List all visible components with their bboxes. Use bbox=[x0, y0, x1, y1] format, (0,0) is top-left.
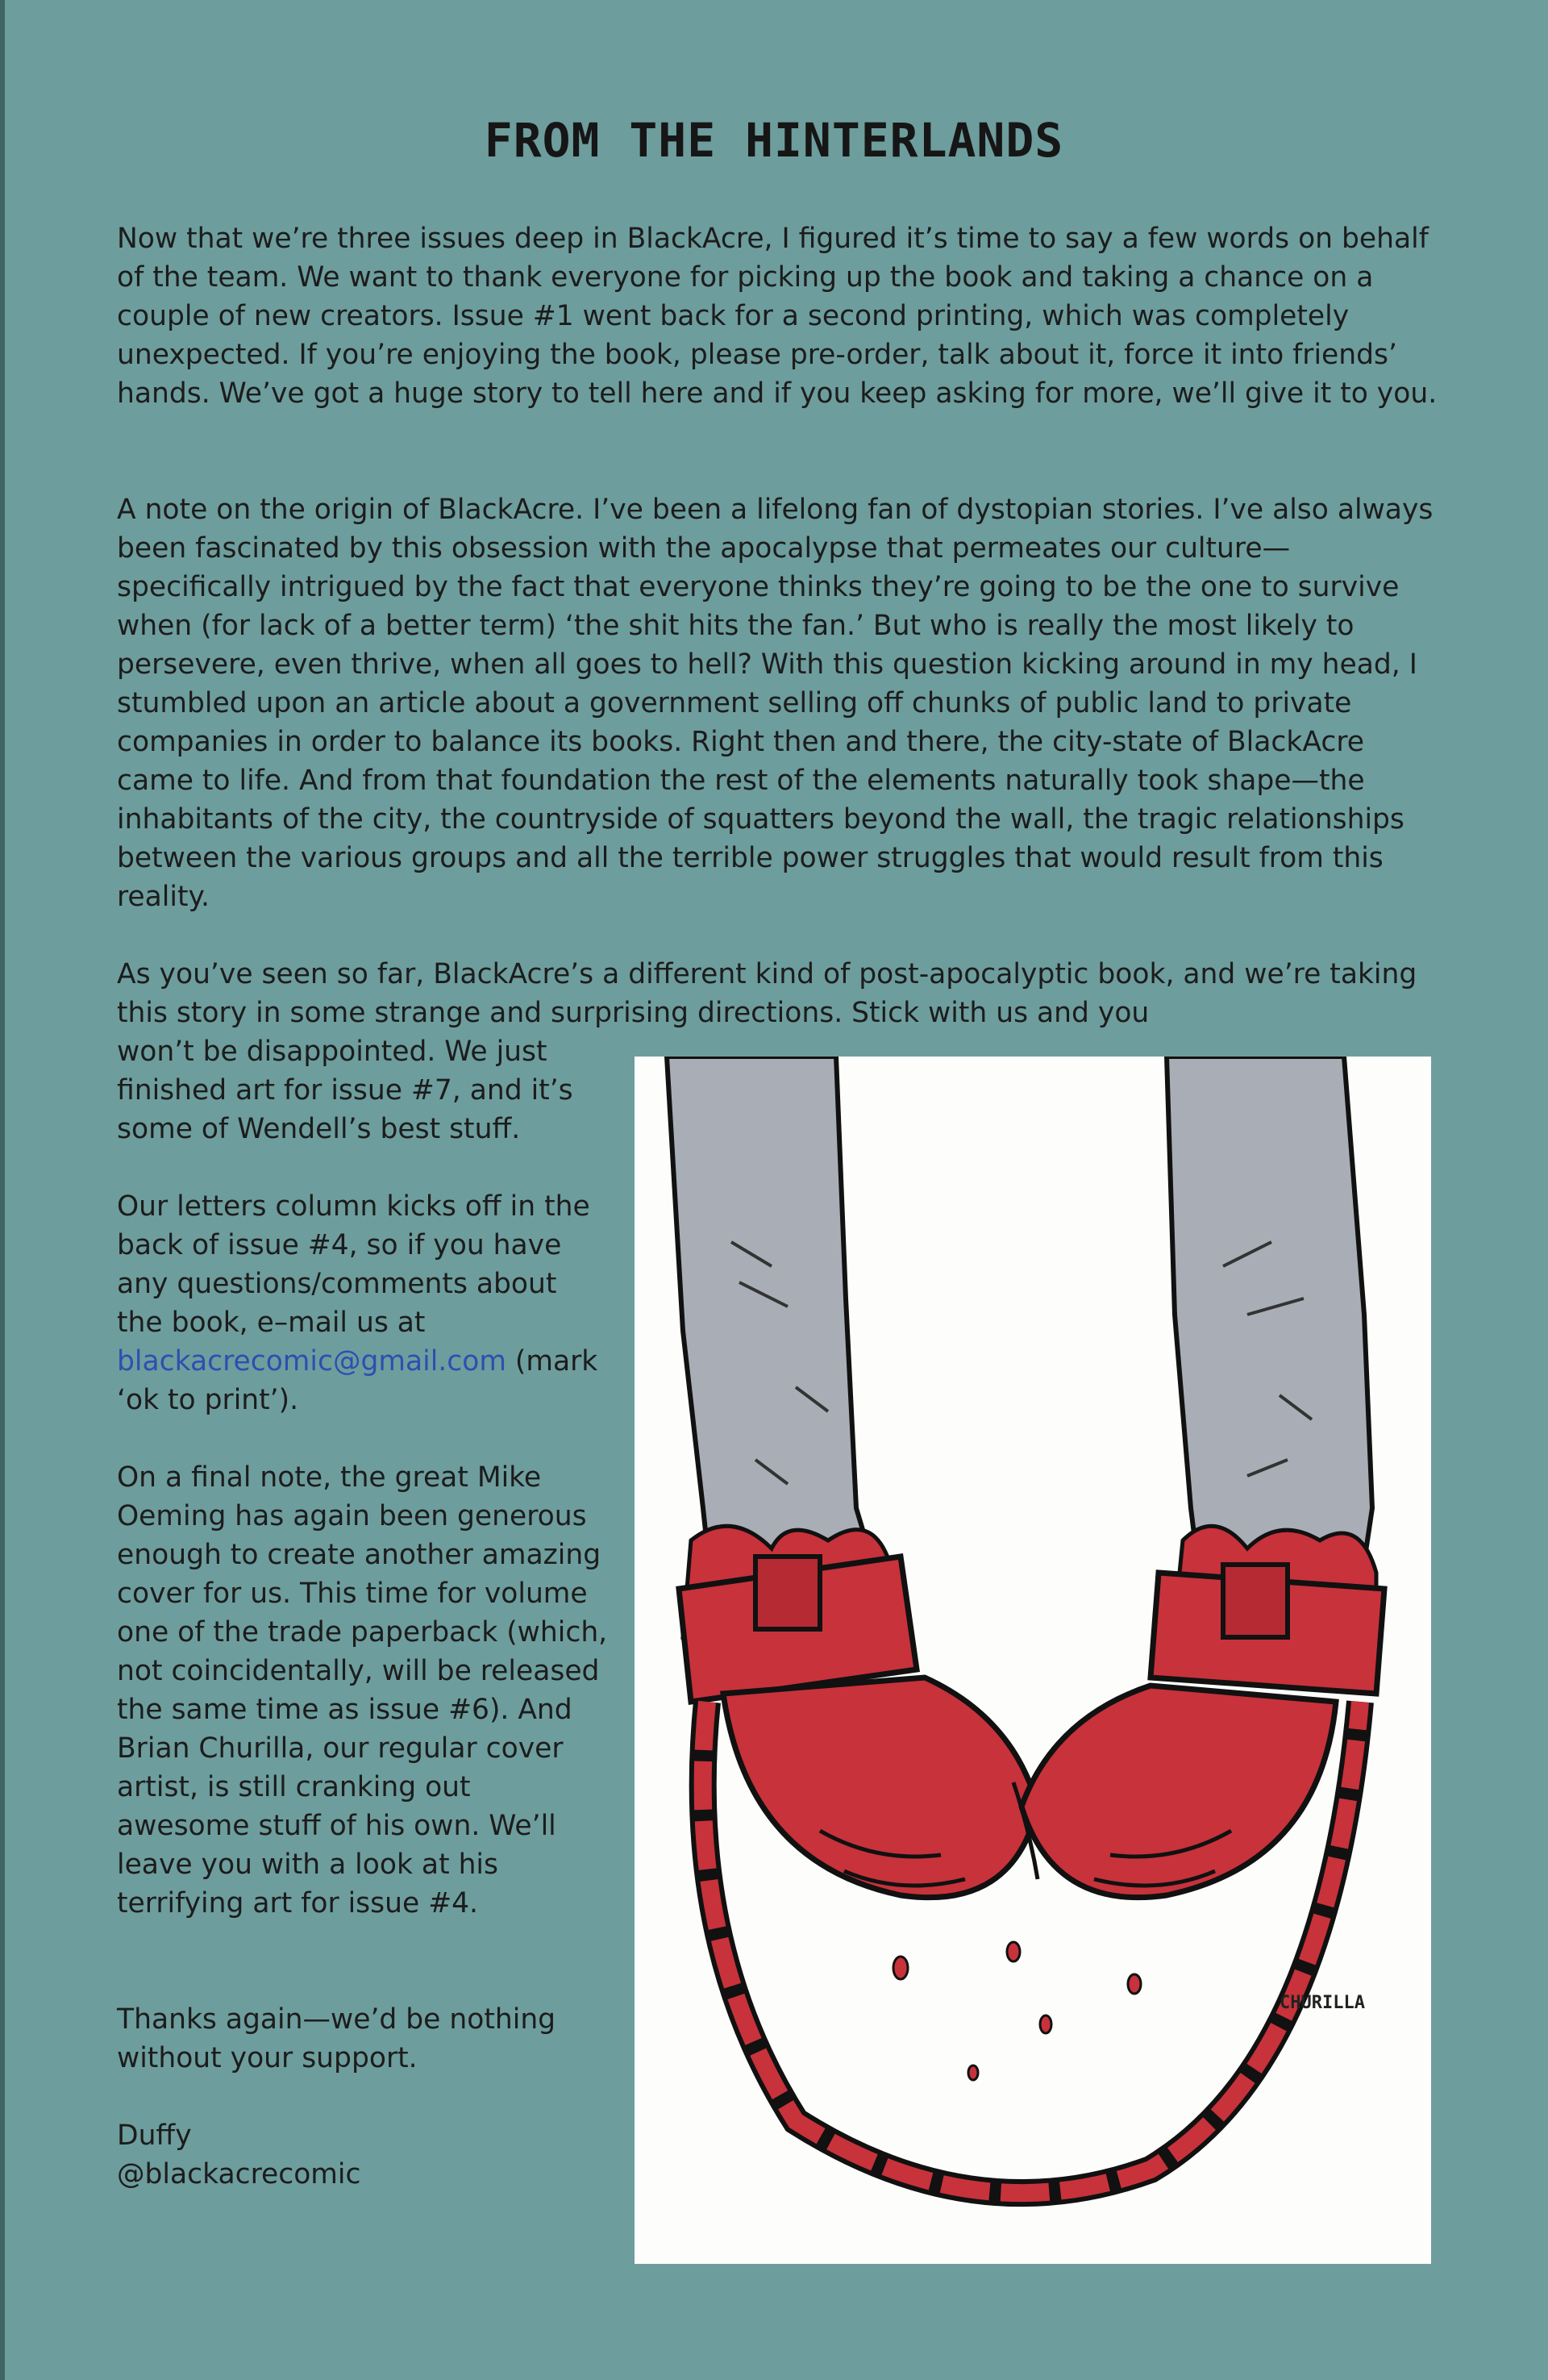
artist-signature: CHURILLA bbox=[1280, 1993, 1365, 2013]
signature-name: Duffy bbox=[117, 2119, 192, 2152]
left-shackle-hinge bbox=[755, 1557, 820, 1629]
page-title: FROM THE HINTERLANDS bbox=[484, 113, 1064, 168]
right-shackle-hinge bbox=[1223, 1565, 1288, 1637]
paragraph-intro: Now that we’re three issues deep in BlackAcre, I figured it’s time to say a few words on behalf of the team. We want to thank everyone for picking up the book and taking a chance on a couple of new creators. Issue #1 went back for a second printing, which was completely unexpected. If you’re enjoying the book, please pre-order, talk about it, force it into friends’ hands. We’ve got a huge story to tell here and if you keep asking for more, we’ll give it to you. bbox=[117, 223, 1438, 410]
blood-drips bbox=[893, 1942, 1141, 2080]
signature-handle: @blackacrecomic bbox=[117, 2158, 361, 2190]
left-hand bbox=[723, 1678, 1038, 1898]
shackled-hands-illustration bbox=[635, 1057, 1431, 2264]
paragraph-origin: A note on the origin of BlackAcre. I’ve been a lifelong fan of dystopian stories. I’ve also always been fascinated by this obsession with the apocalypse that permeates our culture—specifically intrigued by the fact that everyone thinks they’re going to be the one to survive when (for lack of a better term) ‘the shit hits the fan.’ But who is really the most likely to persevere, even thrive, when all goes to hell? With this question kicking around in my head, I stumbled upon an article about a government selling off chunks of public land to private companies in order to balance its books. Right then and there, the city-state of BlackAcre came to life. And from that foundation the rest of the elements naturally took shape—the inhabitants of the city, the countryside of squatters beyond the wall, the tragic relationships between the various groups and all the terrible power struggles that would result from this reality. bbox=[117, 494, 1434, 913]
paragraph-thanks: Thanks again—we’d be nothing without your support. bbox=[117, 2003, 556, 2074]
paragraph-art-update: won’t be disappointed. We just finished art for issue #7, and it’s some of Wendell’s best stuff. bbox=[117, 1036, 573, 1145]
paragraph-covers: On a final note, the great Mike Oeming has again been generous enough to create another amazing cover for us. This time for volume one of the trade paperback (which, not coincidentally, will be released the same time as issue #6). And Brian Churilla, our regular cover artist, is still cranking out awesome stuff of his own. We’ll leave you with a look at his terrifying art for issue #4. bbox=[117, 1461, 608, 1919]
paragraph-letters bbox=[117, 1187, 609, 1419]
letters-text: Our letters column kicks off in the back of issue #4, so if you have any questions/comments about the book, e–mail us at bbox=[117, 1190, 590, 1339]
letters-note: (mark ‘ok to print’). bbox=[117, 1345, 598, 1416]
right-hand bbox=[1022, 1686, 1336, 1898]
right-arm bbox=[1167, 1057, 1372, 1589]
paragraph-direction: As you’ve seen so far, BlackAcre’s a different kind of post-apocalyptic book, and we’re taking this story in some strange and surprising directions. Stick with us and you bbox=[117, 958, 1417, 1029]
email-link[interactable]: blackacrecomic@gmail.com bbox=[117, 1345, 506, 1378]
cover-art-illustration bbox=[635, 1057, 1431, 2264]
page-spine-edge bbox=[0, 0, 5, 2380]
